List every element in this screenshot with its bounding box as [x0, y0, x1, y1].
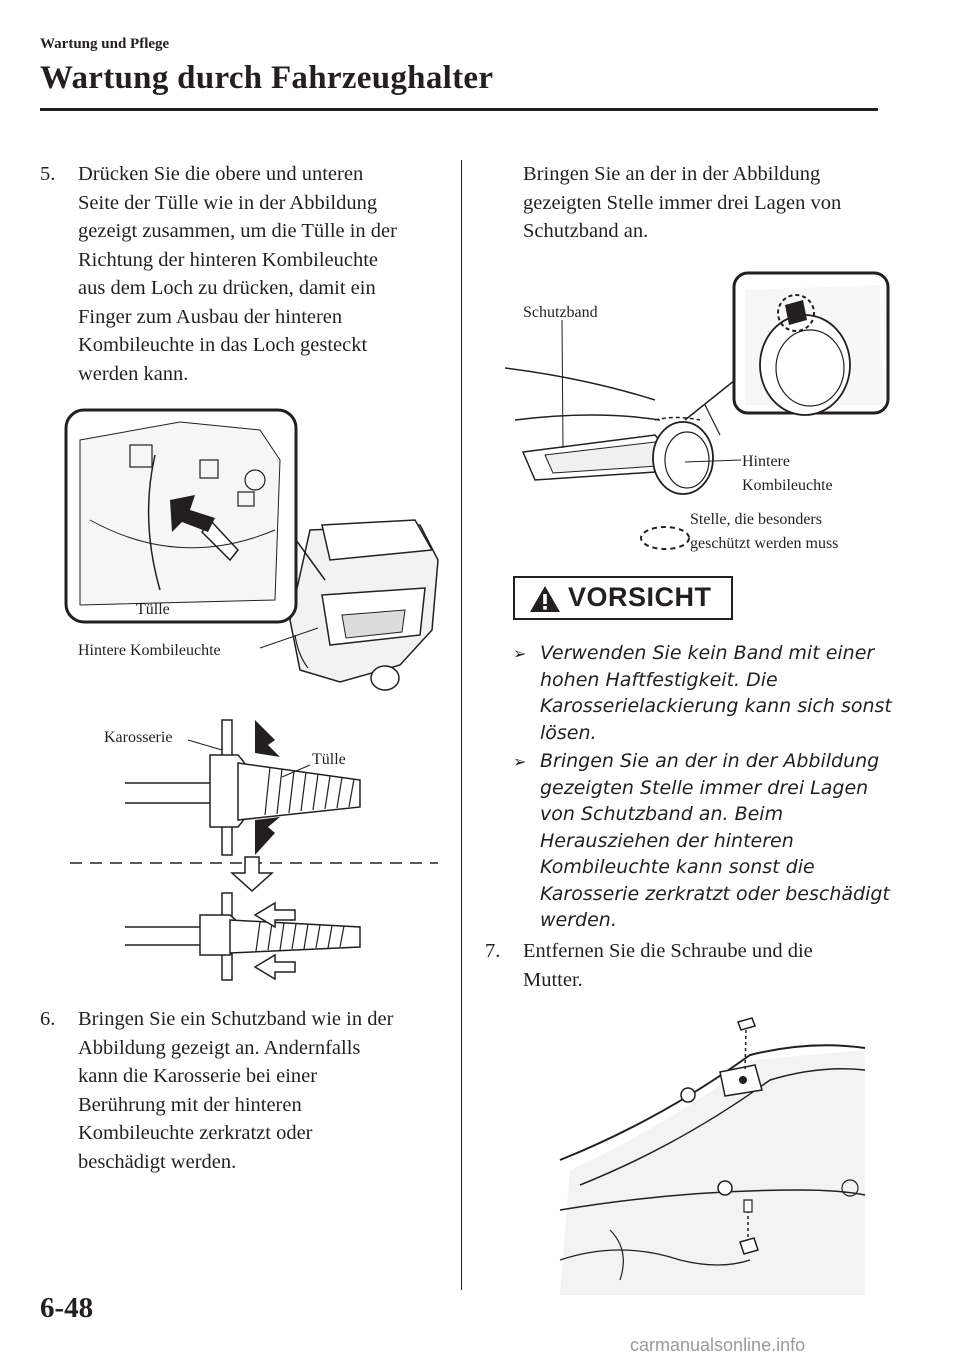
- step-7: [485, 937, 813, 994]
- label-body: Karosserie: [104, 729, 173, 746]
- label-rear-lamp-2a: Hintere: [742, 453, 790, 470]
- step-number: 6.: [40, 1008, 56, 1030]
- step-text: Bringen Sie ein Schutzband wie in der Abbildung gezeigt an. Andernfalls kann die Karosserie bei einer Berührung mit der hinteren Kombileuchte zerkratzt oder beschädigt werden.: [78, 1008, 394, 1173]
- watermark: carmanualsonline.info: [630, 1335, 806, 1355]
- legend-text-1: Stelle, die besonders: [690, 511, 822, 528]
- step-number: 7.: [485, 940, 501, 962]
- label-rear-lamp-2b: Kombileuchte: [742, 477, 833, 494]
- intro-text: Bringen Sie an der in der Abbildung gezeigten Stelle immer drei Lagen von Schutzband an.: [523, 163, 842, 242]
- step-6: [40, 1005, 393, 1176]
- figure-bolt-nut: [540, 1010, 870, 1300]
- caution-bullet-1: ➢ Verwenden Sie kein Band mit einer hohen Haftfestigkeit. Die Karosserielackierung kann sich sonst lösen.: [513, 642, 892, 744]
- caution-box: [513, 576, 733, 620]
- legend-text-2: geschützt werden muss: [690, 535, 839, 552]
- arrow-bullet-icon: ➢: [513, 752, 527, 771]
- title-rule: [40, 108, 878, 111]
- section-label: Wartung und Pflege: [40, 36, 170, 52]
- step-text: Entfernen Sie die Schraube und die Mutter.: [523, 940, 813, 991]
- label-tulle-2: Tülle: [312, 751, 346, 768]
- figure-grommet-section: [70, 715, 440, 985]
- step-text: Drücken Sie die obere und unteren Seite der Tülle wie in der Abbildung gezeigt zusammen, um die Tülle in der Richtung der hinteren Kombileuchte aus dem Loch zu drücken, damit ein Finger zum Ausbau der hinteren Kombileuchte in das Loch gesteckt werden kann.: [78, 163, 397, 385]
- page-number: 6-48: [40, 1292, 94, 1324]
- page-title: Wartung durch Fahrzeughalter: [40, 60, 494, 96]
- step-number: 5.: [40, 163, 56, 185]
- label-tulle-1: Tülle: [136, 601, 170, 618]
- warning-triangle-icon: [529, 584, 561, 614]
- column-divider: [461, 160, 462, 1290]
- label-rear-lamp-1: Hintere Kombileuchte: [78, 642, 221, 659]
- step-5: [40, 160, 397, 388]
- label-protective-tape: Schutzband: [523, 304, 598, 321]
- caution-title: VORSICHT: [568, 582, 712, 612]
- caution-bullet-2: ➢ Bringen Sie an der in der Abbildung gezeigten Stelle immer drei Lagen von Schutzband an. Beim Herausziehen der hinteren Kombileuchte kann sonst die Karosserie zerkratzt oder beschädigt werden.: [513, 750, 890, 931]
- arrow-bullet-icon: ➢: [513, 644, 527, 663]
